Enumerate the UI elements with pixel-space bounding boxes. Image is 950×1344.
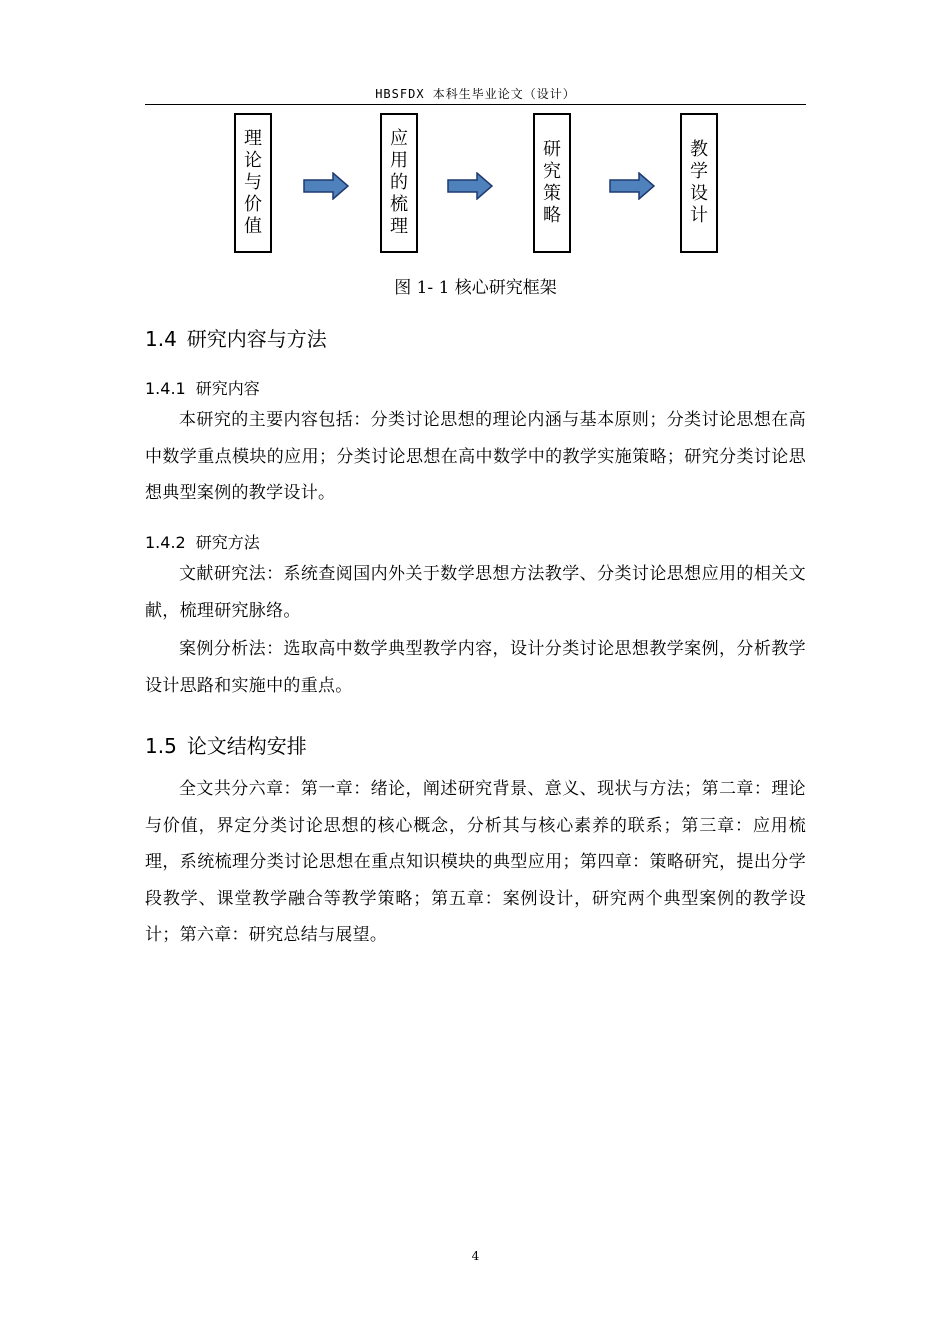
- header-rule: [145, 104, 806, 105]
- section-title: 研究内容与方法: [186, 327, 327, 351]
- framework-char: 应: [390, 128, 408, 149]
- framework-char: 究: [543, 161, 561, 182]
- framework-char: 学: [690, 161, 708, 182]
- framework-char: 理: [390, 216, 408, 237]
- page-number: 4: [471, 1249, 480, 1263]
- right-arrow-icon: [447, 172, 493, 200]
- framework-char: 研: [543, 139, 561, 160]
- framework-char: 教: [690, 139, 708, 160]
- section-number: 1.5: [145, 734, 177, 758]
- literature-method-paragraph: 文献研究法：系统查阅国内外关于数学思想方法教学、分类讨论思想应用的相关文献，梳理研究脉络。: [145, 564, 806, 621]
- framework-box-theory-value: [234, 113, 272, 253]
- framework-box-strategy: [533, 113, 571, 253]
- framework-char: 与: [244, 172, 262, 193]
- subsection-number: 1.4.2: [145, 533, 186, 552]
- section-heading-1-5: [145, 732, 307, 760]
- right-arrow-icon: [609, 172, 655, 200]
- framework-char: 设: [690, 183, 708, 204]
- framework-char: 计: [690, 205, 708, 226]
- framework-char: 论: [244, 150, 262, 171]
- framework-char: 的: [390, 172, 408, 193]
- case-analysis-paragraph: 案例分析法：选取高中数学典型教学内容，设计分类讨论思想教学案例，分析教学设计思路和实施中的重点。: [145, 639, 806, 696]
- subsection-number: 1.4.1: [145, 379, 186, 398]
- subsection-heading-1-4-1: [145, 377, 260, 401]
- section-heading-1-4: [145, 325, 327, 353]
- framework-char: 用: [390, 150, 408, 171]
- framework-char: 值: [244, 216, 262, 237]
- figure-caption: 图 1- 1 核心研究框架: [394, 278, 557, 298]
- framework-box-teaching-design: [680, 113, 718, 253]
- subsection-heading-1-4-2: [145, 531, 260, 555]
- section-title: 论文结构安排: [186, 734, 307, 758]
- subsection-title: 研究内容: [195, 379, 260, 398]
- framework-char: 价: [244, 194, 262, 215]
- framework-char: 策: [543, 183, 561, 204]
- research-content-paragraph: 本研究的主要内容包括：分类讨论思想的理论内涵与基本原则；分类讨论思想在高中数学重点模块的应用；分类讨论思想在高中数学中的教学实施策略；研究分类讨论思想典型案例的教学设计。: [145, 410, 806, 503]
- running-header: HBSFDX 本科生毕业论文（设计）: [375, 87, 576, 101]
- framework-char: 梳: [390, 194, 408, 215]
- subsection-title: 研究方法: [195, 533, 260, 552]
- thesis-structure-paragraph: 全文共分六章：第一章：绪论，阐述研究背景、意义、现状与方法；第二章：理论与价值，界定分类讨论思想的核心概念，分析其与核心素养的联系；第三章：应用梳理，系统梳理分类讨论思想在重点知识模块的典型应用；第四章：策略研究，提出分学段教学、课堂教学融合等教学策略；第五章：案例设计，研究两个典型案例的教学设计；第六章：研究总结与展望。: [145, 779, 806, 945]
- framework-box-application: [380, 113, 418, 253]
- section-number: 1.4: [145, 327, 177, 351]
- right-arrow-icon: [303, 172, 349, 200]
- framework-char: 理: [244, 128, 262, 149]
- framework-char: 略: [543, 205, 561, 226]
